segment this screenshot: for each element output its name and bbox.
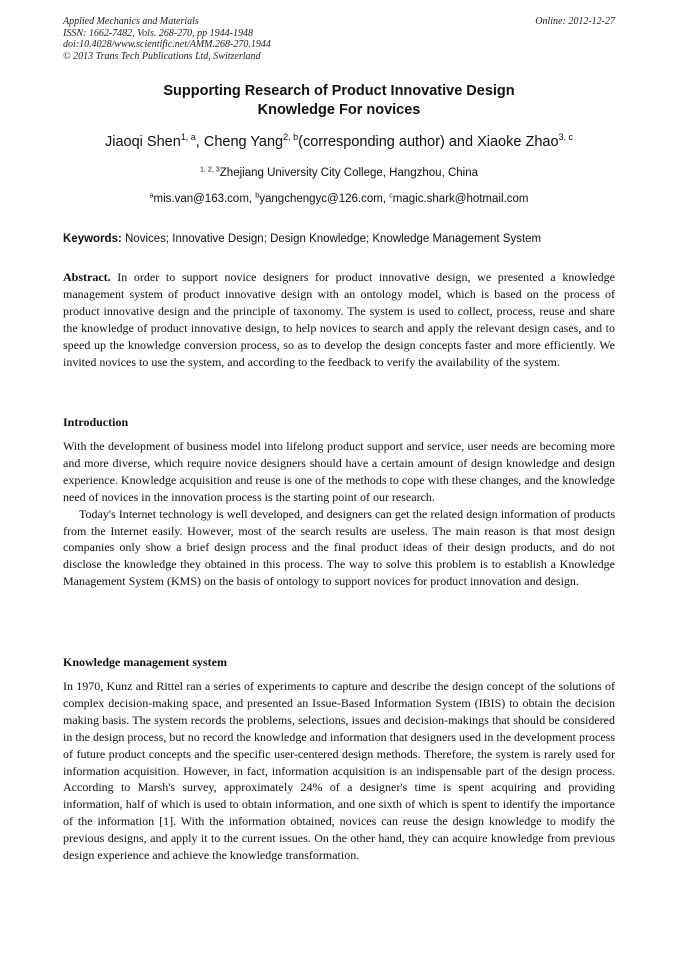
email-c-mark: c — [389, 191, 393, 200]
abstract — [63, 269, 615, 370]
journal-issn: ISSN: 1662-7482, Vols. 268-270, pp 1944-1948 — [63, 27, 253, 39]
author-emails — [63, 192, 615, 207]
kms-body — [63, 678, 615, 864]
keywords-label: Keywords: — [63, 233, 122, 245]
kms-paragraph-1: In 1970, Kunz and Rittel ran a series of experiments to capture and describe the design concept of the solutions of complex decision-making space, and presented an Issue-Based Information System (IBIS) to obtain the decision making basis. The system records the problems, selections, issues and decision-makings that should be considered in the design process, but no record the knowledge and information that designers used in the development process of future product concepts and the specific user-centered design methods. Therefore, the system is rarely used for information acquisition. However, in fact, information acquisition is an indispensable part of the design process. According to Marsh's survey, approximately 24% of a designer's time is spent acquiring and providing information, half of which is used to obtain information, and one sixth of which is spent to identify the importance of the information [1]. With the information obtained, novices can reuse the design knowledge to modify the previous designs, and apply it to the current issues. On the other hand, they can acquire knowledge from previous design experience and achieve the knowledge transformation. — [63, 679, 615, 863]
keywords — [63, 232, 615, 247]
author-2: Cheng Yang — [203, 134, 284, 150]
author-2-affil: 2, b — [283, 132, 299, 143]
email-a-mark: a — [149, 191, 154, 200]
online-date: Online: 2012-12-27 — [535, 16, 615, 27]
affiliation — [63, 166, 615, 181]
affiliation-text: Zhejiang University City College, Hangzhou, China — [219, 167, 479, 179]
author-3: Xiaoke Zhao — [477, 134, 559, 150]
abstract-text: In order to support novice designers for product innovative design, we presented a knowledge management system of product innovative design with an ontology model, which is based on the process of product innovative design and the principle of taxonomy. The system is used to collect, process, reuse and share the knowledge of product innovative design, to help novices to search and apply the relevant design cases, and to speed up the knowledge conversion process, so as to develop the design concepts faster and more efficiently. We invited novices to use the system, and according to the feedback to verify the availability of the system. — [63, 270, 615, 369]
author-separator: , — [195, 134, 204, 150]
paper-title — [63, 82, 615, 120]
abstract-label: Abstract. — [63, 270, 111, 284]
title-line-2: Knowledge For novices — [257, 102, 421, 118]
kms-heading: Knowledge management system — [63, 655, 227, 669]
journal-name: Applied Mechanics and Materials — [63, 16, 199, 27]
author-1-affil: 1, a — [180, 132, 196, 143]
journal-copyright: © 2013 Trans Tech Publications Ltd, Switzerland — [63, 50, 261, 62]
introduction-paragraph-1: With the development of business model into lifelong product support and service, user needs are becoming more and more diverse, which require novice designers should have a certain amount of design knowledge and design experience. Knowledge acquisition and reuse is one of the methods to cope with these changes, and the knowledge need of novices in the innovation process is the starting point of our research. — [63, 439, 615, 504]
email-c: magic.shark@hotmail.com — [392, 193, 529, 205]
email-a: mis.van@163.com, — [153, 193, 256, 205]
keywords-text: Novices; Innovative Design; Design Knowledge; Knowledge Management System — [121, 233, 542, 245]
journal-doi: doi:10.4028/www.scientific.net/AMM.268-270.1944 — [63, 39, 271, 50]
email-b: yangchengyc@126.com, — [259, 193, 390, 205]
author-1: Jiaoqi Shen — [105, 134, 181, 150]
affiliation-marks: 1, 2, 3 — [199, 165, 220, 174]
author-3-affil: 3, c — [558, 132, 573, 143]
introduction-heading: Introduction — [63, 415, 129, 429]
journal-header — [63, 16, 615, 62]
email-b-mark: b — [255, 191, 260, 200]
author-2-note: (corresponding author) and — [298, 134, 478, 150]
author-list — [63, 133, 615, 151]
introduction-body — [63, 438, 615, 590]
introduction-paragraph-2: Today's Internet technology is well developed, and designers can get the related design information of products from the Internet easily. However, most of the search results are useless. The main reason is that most design companies only show a brief design process and the final product ideas of their design products, and do not disclose the knowledge they obtained in this process. The way to solve this problem is to establish a Knowledge Management System (KMS) on the basis of ontology to support novices for product innovation and design. — [63, 506, 615, 589]
title-line-1: Supporting Research of Product Innovative Design — [163, 83, 515, 99]
